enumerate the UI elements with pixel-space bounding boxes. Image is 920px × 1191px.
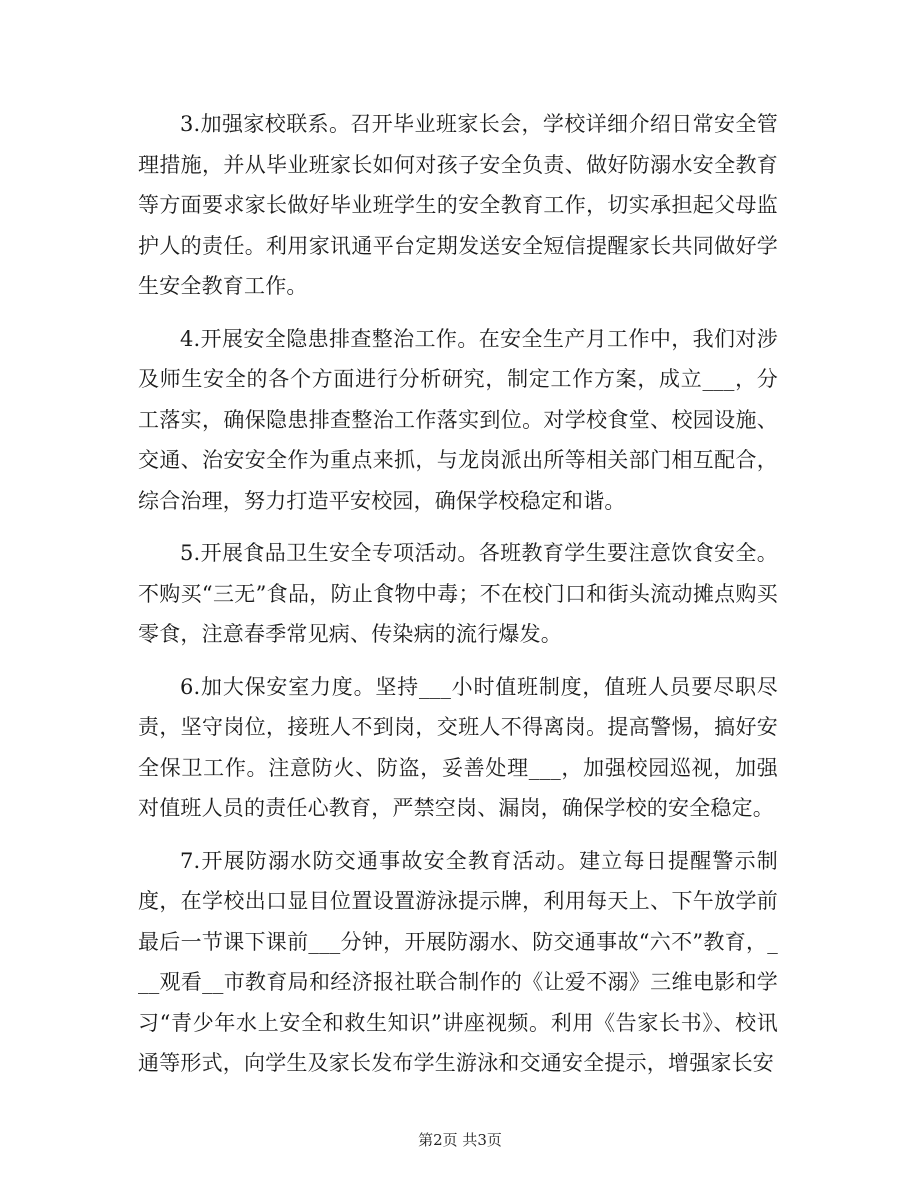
paragraph-5: 5.开展食品卫生安全专项活动。各班教育学生要注意饮食安全。不购买“三无”食品，防止食物中毒；不在校门口和街头流动摊点购买零食，注意春季常见病、传染病的流行爆发。: [138, 541, 778, 646]
paragraph-6: 6.加大保安室力度。坚持___小时值班制度，值班人员要尽职尽责，坚守岗位，接班人不到岗，交班人不得离岗。提高警惕，搞好安全保卫工作。注意防火、防盗，妥善处理___，加强校园巡视，加强对值班人员的责任心教育，严禁空岗、漏岗，确保学校的安全稳定。: [138, 674, 778, 820]
page-number-footer: 第2页 共3页: [418, 1131, 502, 1149]
paragraph-3: 3.加强家校联系。召开毕业班家长会，学校详细介绍日常安全管理措施，并从毕业班家长如何对孩子安全负责、做好防溺水安全教育等方面要求家长做好毕业班学生的安全教育工作，切实承担起父母监护人的责任。利用家讯通平台定期发送安全短信提醒家长共同做好学生安全教育工作。: [138, 112, 778, 298]
paragraph-7: 7.开展防溺水防交通事故安全教育活动。建立每日提醒警示制度，在学校出口显目位置设置游泳提示牌，利用每天上、下午放学前最后一节课下课前___分钟，开展防溺水、防交通事故“六不”教育，___观看__市教育局和经济报社联合制作的《让爱不溺》三维电影和学习“青少年水上安全和救生知识”讲座视频。利用《告家长书》、校讯通等形式，向学生及家长发布学生游泳和交通安全提示，增强家长安: [138, 848, 778, 1075]
paragraph-4: 4.开展安全隐患排查整治工作。在安全生产月工作中，我们对涉及师生安全的各个方面进行分析研究，制定工作方案，成立___，分工落实，确保隐患排查整治工作落实到位。对学校食堂、校园设施、交通、治安安全作为重点来抓，与龙岗派出所等相关部门相互配合，综合治理，努力打造平安校园，确保学校稳定和谐。: [138, 326, 778, 513]
document-body: [138, 104, 778, 1096]
